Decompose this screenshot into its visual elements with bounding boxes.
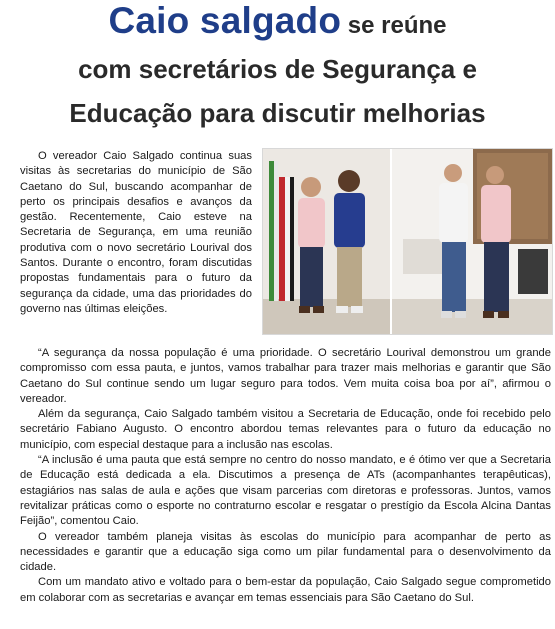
headline-line-1 <box>0 0 555 46</box>
article-paragraph: “A inclusão é uma pauta que está sempre no centro do nosso mandato, e é ótimo ver que a Secretaria de Educação está dedicada a ela. Discutimos a presença de ATs (acompanhantes terapêuticas), estagiários nas salas de aula e ações que visam parcerias com diretoras e professoras. Juntos, vamos revitalizar práticas como o esporte no contraturno escolar e resgatar o prestígio da Escola Alcina Dantas Feijão”, comentou Caio. <box>20 454 551 528</box>
article-paragraph: “A segurança da nossa população é uma prioridade. O secretário Lourival demonstrou um grande compromisso com essa pauta, e juntos, vamos trabalhar para trazer mais melhorias e garantir que São Caetano do Sul continue sendo um lugar seguro para todos. Vem muita coisa boa por aí”, afirmou o vereador. <box>20 347 551 405</box>
article-photo-illustration <box>263 149 552 334</box>
article-paragraph: O vereador também planeja visitas às escolas do município para acompanhar de perto as necessidades e garantir que a educação siga como um pilar fundamental para o desenvolvimento da cidade. <box>20 530 551 574</box>
headline-line-3: Educação para discutir melhorias <box>69 98 486 128</box>
article-photo <box>262 148 553 335</box>
article-paragraph: O vereador Caio Salgado continua suas visitas às secretarias do município de São Caetano do Sul, buscando acompanhar de perto os principais desafios e avanços da gestão. Recentemente, Caio esteve na Secretaria de Segurança, em uma reunião produtiva com o novo secretário Lourival dos Santos. Durante o encontro, foram discutidas propostas fundamentais para o futuro da segurança da cidade, uma das prioridades do governo nas últimas eleições. <box>20 150 252 315</box>
article-intro-column <box>20 149 252 317</box>
article-paragraph: Com um mandato ativo e voltado para o bem-estar da população, Caio Salgado segue comprometido em colaborar com as secretarias e avançar em temas essenciais para São Caetano do Sul. <box>20 576 551 604</box>
headline-name: Caio salgado <box>108 0 342 41</box>
article-body <box>20 346 551 606</box>
headline-line-1-rest: se reúne <box>341 12 447 39</box>
article-paragraph: Além da segurança, Caio Salgado também visitou a Secretaria de Educação, onde foi recebido pelo secretário Fabiano Augusto. O encontro abordou temas relevantes para o futuro da educação no município, com especial destaque para a inclusão nas escolas. <box>20 408 551 451</box>
headline-line-2: com secretários de Segurança e <box>78 54 477 84</box>
